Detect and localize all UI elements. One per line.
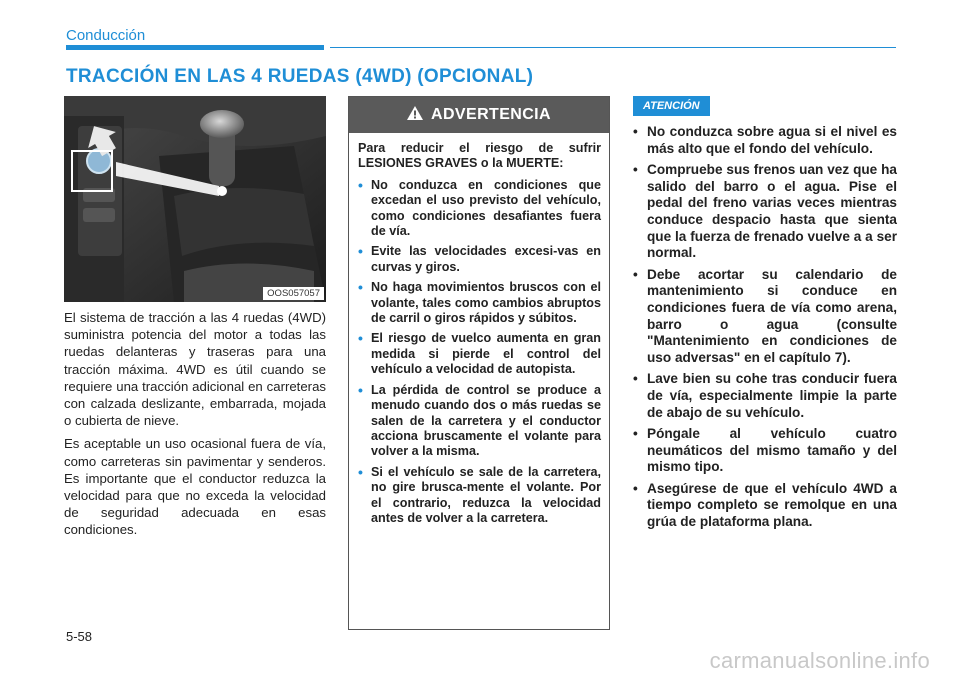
caution-item (633, 162, 897, 262)
warning-item-text: El riesgo de vuelco aumenta en gran medida si pierde el control del vehículo a velocidad de autopista. (371, 331, 601, 377)
bullet-icon: • (358, 279, 363, 296)
bullet-icon: • (633, 480, 638, 496)
bullet-icon: • (633, 266, 638, 282)
warning-triangle-icon (407, 106, 423, 125)
warning-item (358, 383, 601, 460)
warning-item-text: No haga movimientos bruscos con el volante, tales como cambios abruptos de carril o giros rápidos y súbitos. (371, 280, 601, 326)
caution-item (633, 426, 897, 476)
watermark-url[interactable]: carmanualsonline.info (709, 648, 930, 673)
photo-code: OOS057057 (263, 287, 324, 300)
caution-item-text: No conduzca sobre agua si el nivel es más alto que el fondo del vehículo. (647, 124, 897, 156)
caution-item (633, 481, 897, 531)
caution-item-text: Póngale al vehículo cuatro neumáticos del mismo tamaño y del mismo tipo. (647, 426, 897, 475)
bullet-icon: • (358, 176, 363, 193)
warning-item (358, 178, 601, 240)
header-rule-thick (66, 45, 324, 50)
bullet-icon: • (358, 463, 363, 480)
body-text (64, 309, 326, 545)
bullet-icon: • (633, 124, 638, 139)
caution-item (633, 124, 897, 157)
bullet-icon: • (358, 330, 363, 347)
warning-box (348, 96, 610, 630)
bullet-icon: • (633, 426, 638, 442)
body-paragraph: Es aceptable un uso ocasional fuera de vía, como carreteras sin pavimentar y senderos. Es importante que el conductor reduzca la velocidad para que no exceda la velocidad de seguridad adecuada en esas condiciones. (64, 436, 326, 538)
bullet-icon: • (633, 371, 638, 387)
caution-item-text: Asegúrese de que el vehículo 4WD a tiempo completo se remolque en una grúa de plataforma plana. (647, 480, 897, 530)
warning-item (358, 244, 601, 275)
warning-header (349, 97, 609, 133)
warning-item (358, 465, 601, 527)
warning-item (358, 280, 601, 326)
bullet-icon: • (633, 162, 638, 178)
warning-item-text: La pérdida de control se produce a menudo cuando dos o más ruedas se salen de la carretera y el conductor acciona bruscamente el volante para volver a la misma. (371, 382, 601, 459)
page-number: 5-58 (66, 629, 93, 644)
warning-item-text: No conduzca en condiciones que excedan el uso previsto del vehículo, como condiciones desafiantes fuera de vía. (371, 177, 601, 239)
warning-list (358, 178, 601, 527)
warning-body (349, 133, 609, 526)
caution-item (633, 371, 897, 421)
caution-item-text: Lave bien su cohe tras conducir fuera de vía, especialmente limpie la parte de abajo de su vehículo. (647, 371, 897, 420)
caution-badge: ATENCIÓN (633, 96, 710, 116)
warning-header-label: ADVERTENCIA (431, 106, 551, 123)
console-photo-illustration (64, 96, 326, 302)
caution-list-block (633, 124, 897, 536)
warning-intro: Para reducir el riesgo de sufrir LESIONES GRAVES o la MUERTE: (358, 141, 601, 171)
caution-item-text: Compruebe sus frenos uan vez que ha salido del barro o el agua. Pise el pedal del freno varias veces mientras conduce despacio hasta que sienta que la fuerza de frenado vuelve a a ser normal. (647, 162, 897, 261)
caution-list (633, 124, 897, 531)
warning-item-text: Evite las velocidades excesi-vas en curvas y giros. (371, 244, 601, 274)
console-photo (64, 96, 326, 302)
page-title: TRACCIÓN EN LAS 4 RUEDAS (4WD) (OPCIONAL) (66, 66, 534, 87)
section-label: Conducción (66, 27, 146, 44)
caution-item (633, 267, 897, 367)
body-paragraph: El sistema de tracción a las 4 ruedas (4WD) suministra potencia del motor a todas las ruedas delanteras y traseras para una tracción máxima. 4WD es útil cuando se requiere una tracción adicional en carreteras con calzada deslizante, embarrada, mojada o cubierta de nieve. (64, 310, 326, 429)
caution-item-text: Debe acortar su calendario de mantenimiento si conduce en condiciones fuera de vía como arena, barro o agua (consulte "Mantenimiento en condiciones de uso adversas" en el capítulo 7). (647, 266, 897, 365)
bullet-icon: • (358, 243, 363, 260)
header-rule-thin (330, 47, 896, 48)
warning-item-text: Si el vehículo se sale de la carretera, no gire brusca-mente el volante. Por el contrario, reduzca la velocidad antes de volver a la carretera. (371, 464, 601, 525)
bullet-icon: • (358, 381, 363, 398)
warning-item (358, 331, 601, 377)
